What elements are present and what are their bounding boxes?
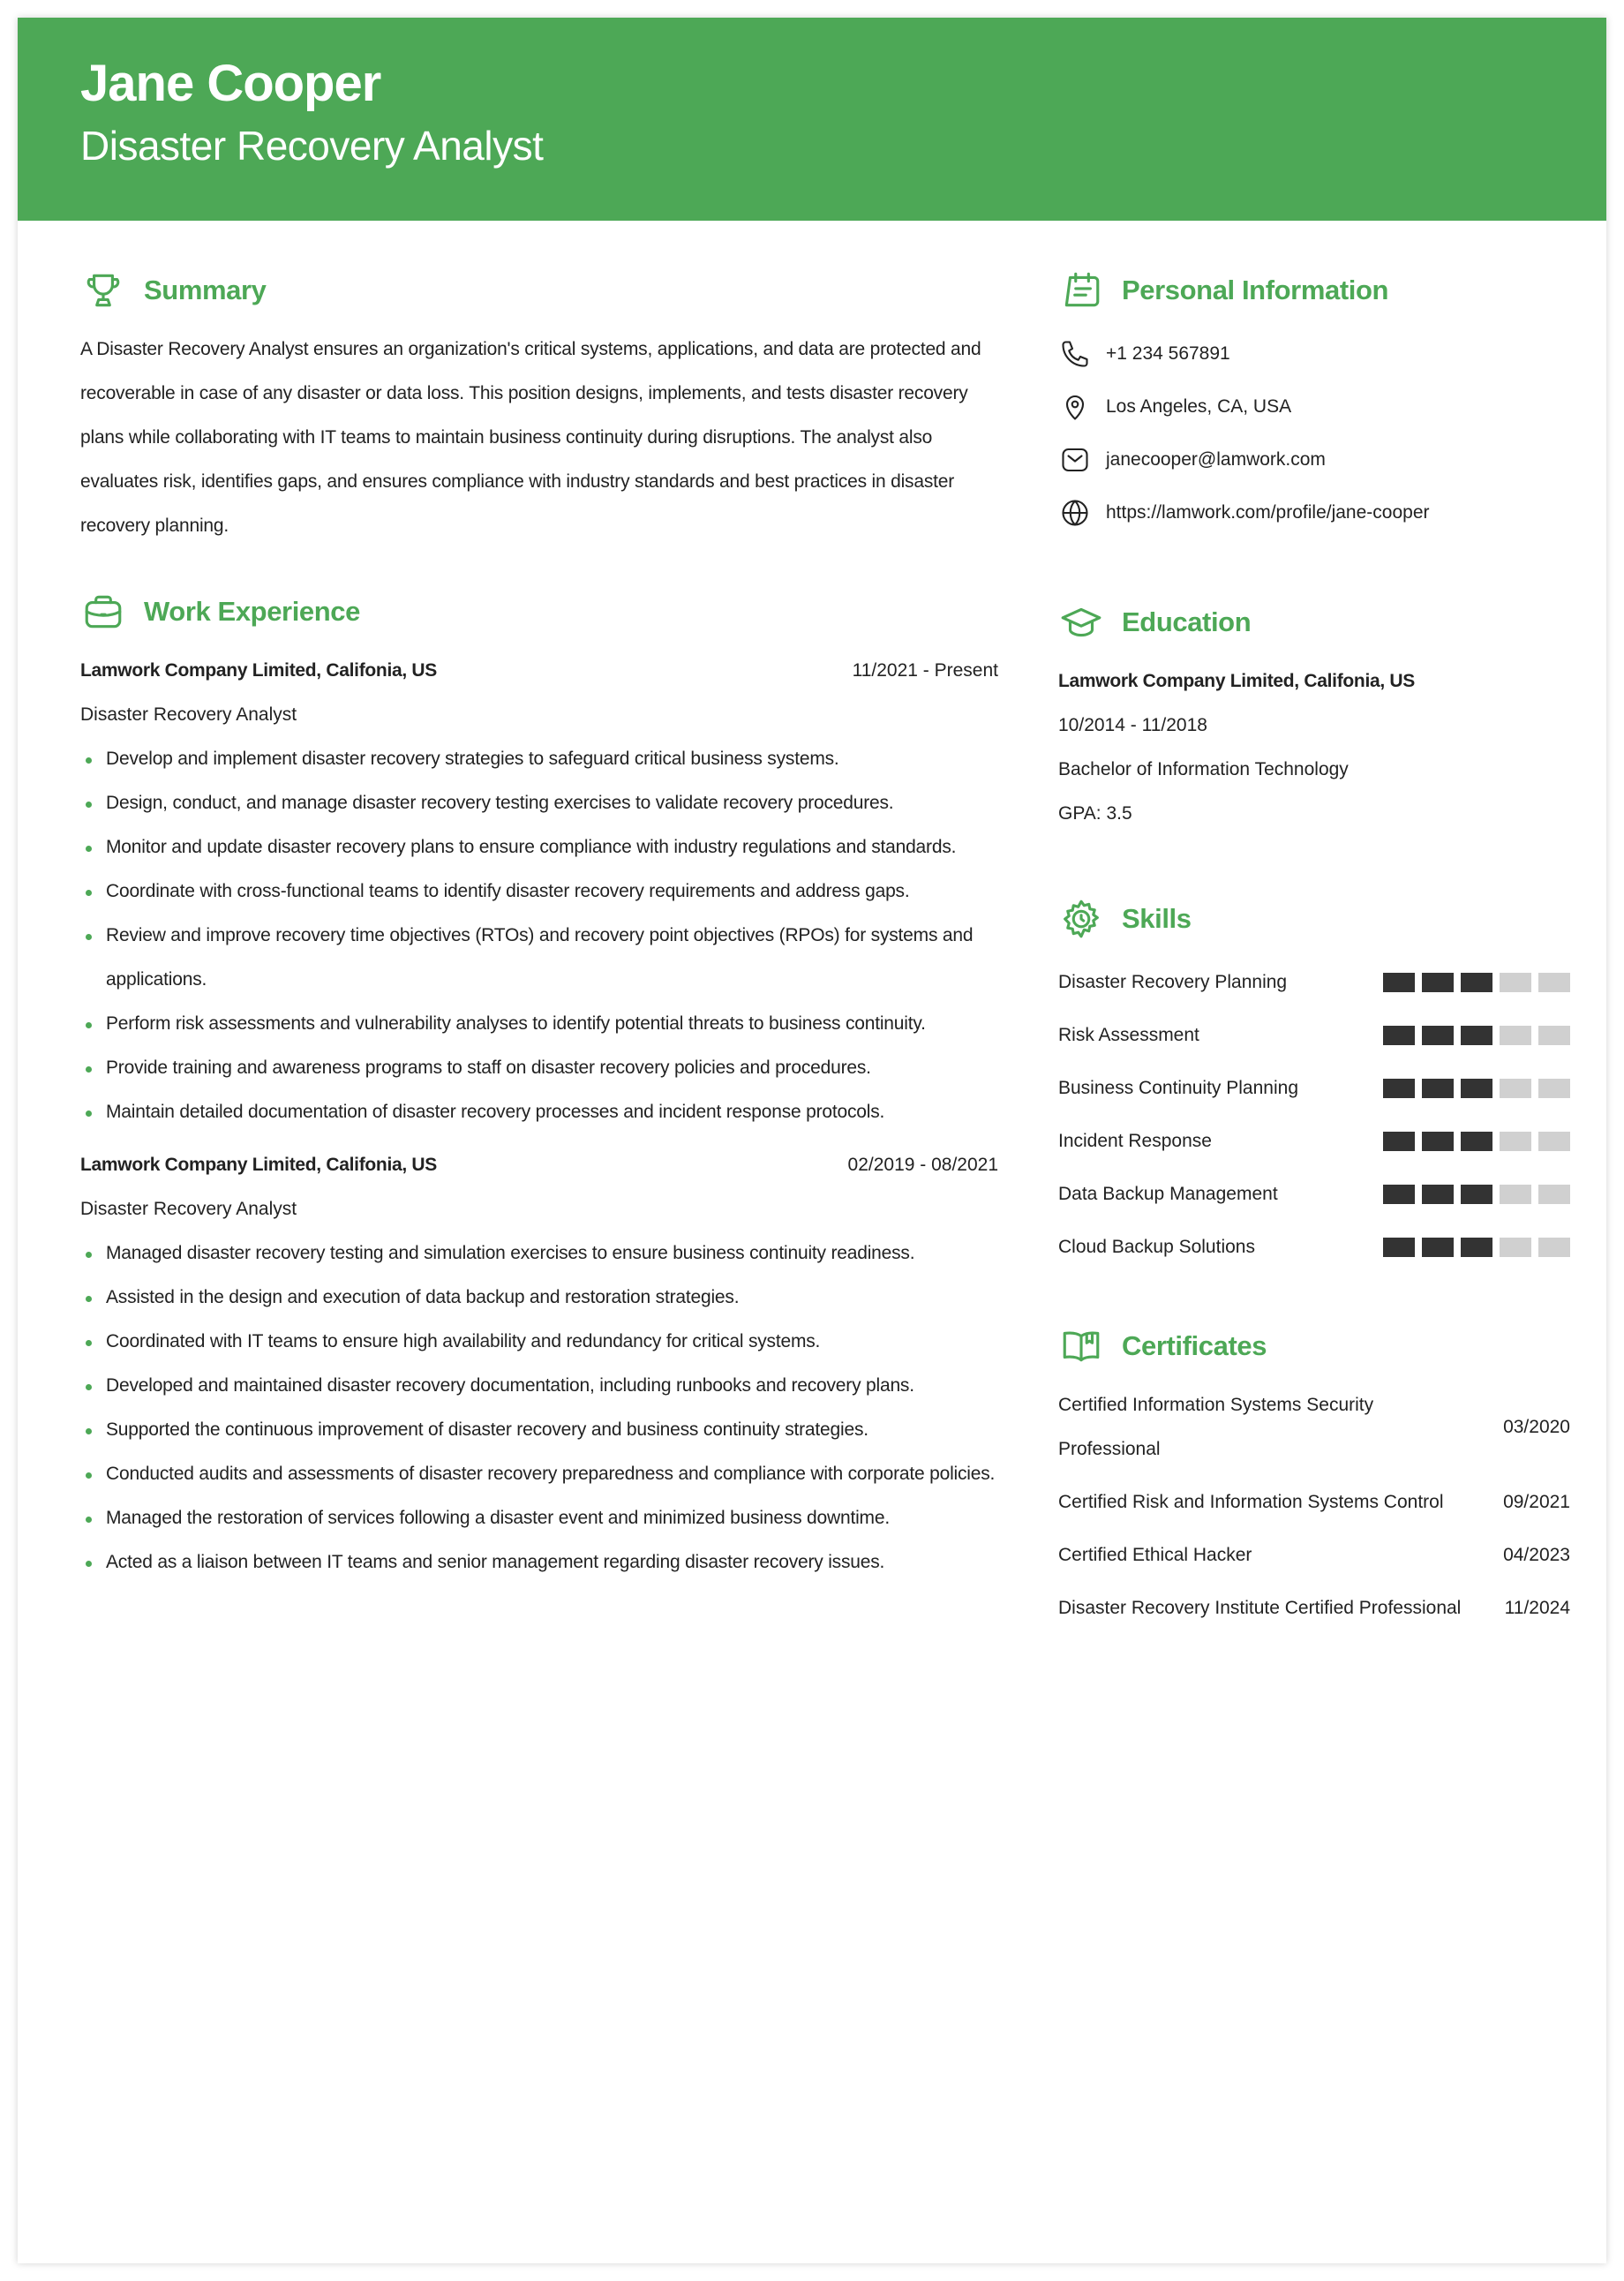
skill-level-segment: [1500, 1238, 1531, 1257]
skill-level-segment: [1538, 1026, 1570, 1045]
skill-level-segment: [1422, 1238, 1454, 1257]
skill-level-bar: [1383, 1185, 1570, 1204]
job-bullet: Acted as a liaison between IT teams and senior management regarding disaster recovery issues.: [80, 1540, 998, 1585]
experience-heading: [80, 585, 998, 638]
contact-phone: [1058, 327, 1570, 380]
certificate-item: [1058, 1533, 1570, 1577]
globe-icon: [1058, 496, 1092, 530]
job-bullet: Conducted audits and assessments of disaster recovery preparedness and compliance with corporate policies.: [80, 1452, 998, 1496]
skill-level-segment: [1461, 973, 1492, 992]
skill-level-segment: [1461, 1132, 1492, 1151]
skill-level-segment: [1461, 1185, 1492, 1204]
skills-title: Skills: [1122, 903, 1192, 934]
job-bullets: [80, 1231, 998, 1585]
job-dates: 02/2019 - 08/2021: [847, 1155, 998, 1175]
certificates-title: Certificates: [1122, 1330, 1267, 1361]
experience-section: [80, 585, 998, 1585]
skill-level-segment: [1422, 1079, 1454, 1098]
right-column: [1058, 221, 1570, 1630]
skill-level-segment: [1500, 1132, 1531, 1151]
education-heading: [1058, 596, 1570, 649]
certificate-date: 09/2021: [1503, 1492, 1570, 1512]
job-bullet: Monitor and update disaster recovery plans to ensure compliance with industry regulations and standards.: [80, 825, 998, 869]
job-bullet: Supported the continuous improvement of disaster recovery and business continuity strategies.: [80, 1408, 998, 1452]
summary-text: A Disaster Recovery Analyst ensures an organization's critical systems, applications, and data are protected and recoverable in case of any disaster or data loss. This position designs, implements, and tests disaster recovery plans while collaborating with IT teams to maintain business continuity during disruptions. The analyst also evaluates risk, identifies gaps, and ensures compliance with industry standards and best practices in disaster recovery planning.: [80, 339, 981, 536]
certificate-name: Certified Ethical Hacker: [1058, 1545, 1252, 1565]
education-dates: 10/2014 - 11/2018: [1058, 715, 1207, 735]
graduation-cap-icon: [1058, 599, 1104, 645]
skill-level-segment: [1500, 973, 1531, 992]
job-bullet: Coordinated with IT teams to ensure high availability and redundancy for critical systems.: [80, 1320, 998, 1364]
personal-title: Personal Information: [1122, 275, 1389, 305]
certificate-date: 04/2023: [1503, 1545, 1570, 1565]
skill-level-segment: [1538, 1238, 1570, 1257]
skills-heading: [1058, 892, 1570, 945]
job-company: Lamwork Company Limited, Califonia, US: [80, 1155, 437, 1175]
skill-level-segment: [1538, 1132, 1570, 1151]
contact-email: [1058, 433, 1570, 486]
skill-level-bar: [1383, 973, 1570, 992]
envelope-icon: [1058, 443, 1092, 477]
job-bullet: Provide training and awareness programs to staff on disaster recovery policies and procedures.: [80, 1046, 998, 1090]
education-title: Education: [1122, 606, 1252, 637]
gear-clock-icon: [1058, 896, 1104, 942]
skill-level-segment: [1538, 973, 1570, 992]
certificates-section: [1058, 1320, 1570, 1630]
skill-level-segment: [1538, 1185, 1570, 1204]
skill-level-bar: [1383, 1079, 1570, 1098]
skill-name: Cloud Backup Solutions: [1058, 1237, 1255, 1257]
job-bullet: Develop and implement disaster recovery strategies to safeguard critical business systems.: [80, 737, 998, 781]
job-bullet: Maintain detailed documentation of disaster recovery processes and incident response protocols.: [80, 1090, 998, 1134]
skill-row: [1058, 1115, 1570, 1168]
skill-row: [1058, 1168, 1570, 1221]
job-bullet: Developed and maintained disaster recovery documentation, including runbooks and recovery plans.: [80, 1364, 998, 1408]
location-value: Los Angeles, CA, USA: [1106, 396, 1292, 417]
personal-section: [1058, 264, 1570, 539]
open-book-icon: [1058, 1323, 1104, 1369]
skill-row: [1058, 1009, 1570, 1062]
skill-level-segment: [1383, 1185, 1415, 1204]
skill-row: [1058, 1062, 1570, 1115]
certificates-heading: [1058, 1320, 1570, 1373]
skill-level-segment: [1383, 1132, 1415, 1151]
skill-level-segment: [1383, 1079, 1415, 1098]
skills-section: [1058, 892, 1570, 1274]
job-bullet: Managed disaster recovery testing and simulation exercises to ensure business continuity readiness.: [80, 1231, 998, 1276]
skill-level-segment: [1383, 973, 1415, 992]
resume-page: [18, 18, 1606, 2263]
job-bullet: Review and improve recovery time objectives (RTOs) and recovery point objectives (RPOs) for systems and applications.: [80, 914, 998, 1002]
experience-title: Work Experience: [144, 596, 360, 627]
certificate-item: [1058, 1480, 1570, 1524]
skill-level-segment: [1500, 1185, 1531, 1204]
candidate-name: Jane Cooper: [80, 55, 381, 112]
certificate-name: Certified Risk and Information Systems Control: [1058, 1492, 1444, 1512]
job-bullet: Design, conduct, and manage disaster recovery testing exercises to validate recovery procedures.: [80, 781, 998, 825]
job-dates: 11/2021 - Present: [852, 660, 998, 681]
trophy-icon: [80, 267, 126, 313]
left-column: [80, 221, 998, 1585]
job-header: [80, 1143, 998, 1187]
job-header: [80, 649, 998, 693]
certificate-date: 03/2020: [1503, 1417, 1570, 1437]
certificate-date: 11/2024: [1504, 1598, 1570, 1618]
education-degree: Bachelor of Information Technology: [1058, 759, 1349, 779]
contact-location: [1058, 380, 1570, 433]
job-entry: [80, 1143, 998, 1585]
skill-level-segment: [1461, 1079, 1492, 1098]
education-school: Lamwork Company Limited, Califonia, US: [1058, 671, 1415, 691]
skill-level-segment: [1383, 1026, 1415, 1045]
summary-section: [80, 264, 998, 548]
candidate-title: Disaster Recovery Analyst: [80, 123, 544, 169]
skill-level-segment: [1500, 1079, 1531, 1098]
phone-value[interactable]: +1 234 567891: [1106, 343, 1230, 364]
job-bullet: Managed the restoration of services following a disaster event and minimized business downtime.: [80, 1496, 998, 1540]
skill-level-bar: [1383, 1026, 1570, 1045]
skill-level-segment: [1500, 1026, 1531, 1045]
summary-title: Summary: [144, 275, 267, 305]
skill-name: Disaster Recovery Planning: [1058, 972, 1288, 992]
job-bullet: Perform risk assessments and vulnerability analyses to identify potential threats to business continuity.: [80, 1002, 998, 1046]
skill-name: Business Continuity Planning: [1058, 1078, 1298, 1098]
skill-level-segment: [1461, 1238, 1492, 1257]
skill-name: Incident Response: [1058, 1131, 1212, 1151]
summary-heading: [80, 264, 998, 317]
job-entry: [80, 649, 998, 1134]
contact-website: [1058, 486, 1570, 539]
job-role: Disaster Recovery Analyst: [80, 1199, 297, 1219]
skill-level-segment: [1422, 1132, 1454, 1151]
job-role: Disaster Recovery Analyst: [80, 704, 297, 725]
skill-row: [1058, 1221, 1570, 1274]
certificate-name: Disaster Recovery Institute Certified Professional: [1058, 1598, 1462, 1618]
certificate-name: Certified Information Systems Security Professional: [1058, 1395, 1374, 1459]
contact-list: [1058, 327, 1570, 539]
email-value[interactable]: janecooper@lamwork.com: [1106, 449, 1326, 470]
skill-level-segment: [1422, 1026, 1454, 1045]
skill-level-segment: [1422, 1185, 1454, 1204]
education-entry: [1058, 659, 1570, 836]
skill-level-bar: [1383, 1238, 1570, 1257]
resume-header: [18, 18, 1606, 221]
job-bullet: Assisted in the design and execution of data backup and restoration strategies.: [80, 1276, 998, 1320]
skill-level-segment: [1422, 973, 1454, 992]
education-gpa: GPA: 3.5: [1058, 803, 1132, 824]
skill-level-segment: [1461, 1026, 1492, 1045]
phone-icon: [1058, 337, 1092, 371]
skill-row: [1058, 956, 1570, 1009]
skill-level-bar: [1383, 1132, 1570, 1151]
location-pin-icon: [1058, 390, 1092, 424]
job-bullets: [80, 737, 998, 1134]
certificates-list: [1058, 1383, 1570, 1630]
certificate-item: [1058, 1586, 1570, 1630]
education-section: [1058, 596, 1570, 836]
skills-list: [1058, 956, 1570, 1274]
skill-level-segment: [1383, 1238, 1415, 1257]
briefcase-icon: [80, 589, 126, 635]
calendar-card-icon: [1058, 267, 1104, 313]
skill-level-segment: [1538, 1079, 1570, 1098]
personal-heading: [1058, 264, 1570, 317]
job-company: Lamwork Company Limited, Califonia, US: [80, 660, 437, 681]
job-bullet: Coordinate with cross-functional teams to identify disaster recovery requirements and address gaps.: [80, 869, 998, 914]
skill-name: Data Backup Management: [1058, 1184, 1278, 1204]
certificate-item: [1058, 1383, 1570, 1472]
website-value[interactable]: https://lamwork.com/profile/jane-cooper: [1106, 502, 1430, 523]
skill-name: Risk Assessment: [1058, 1025, 1199, 1045]
